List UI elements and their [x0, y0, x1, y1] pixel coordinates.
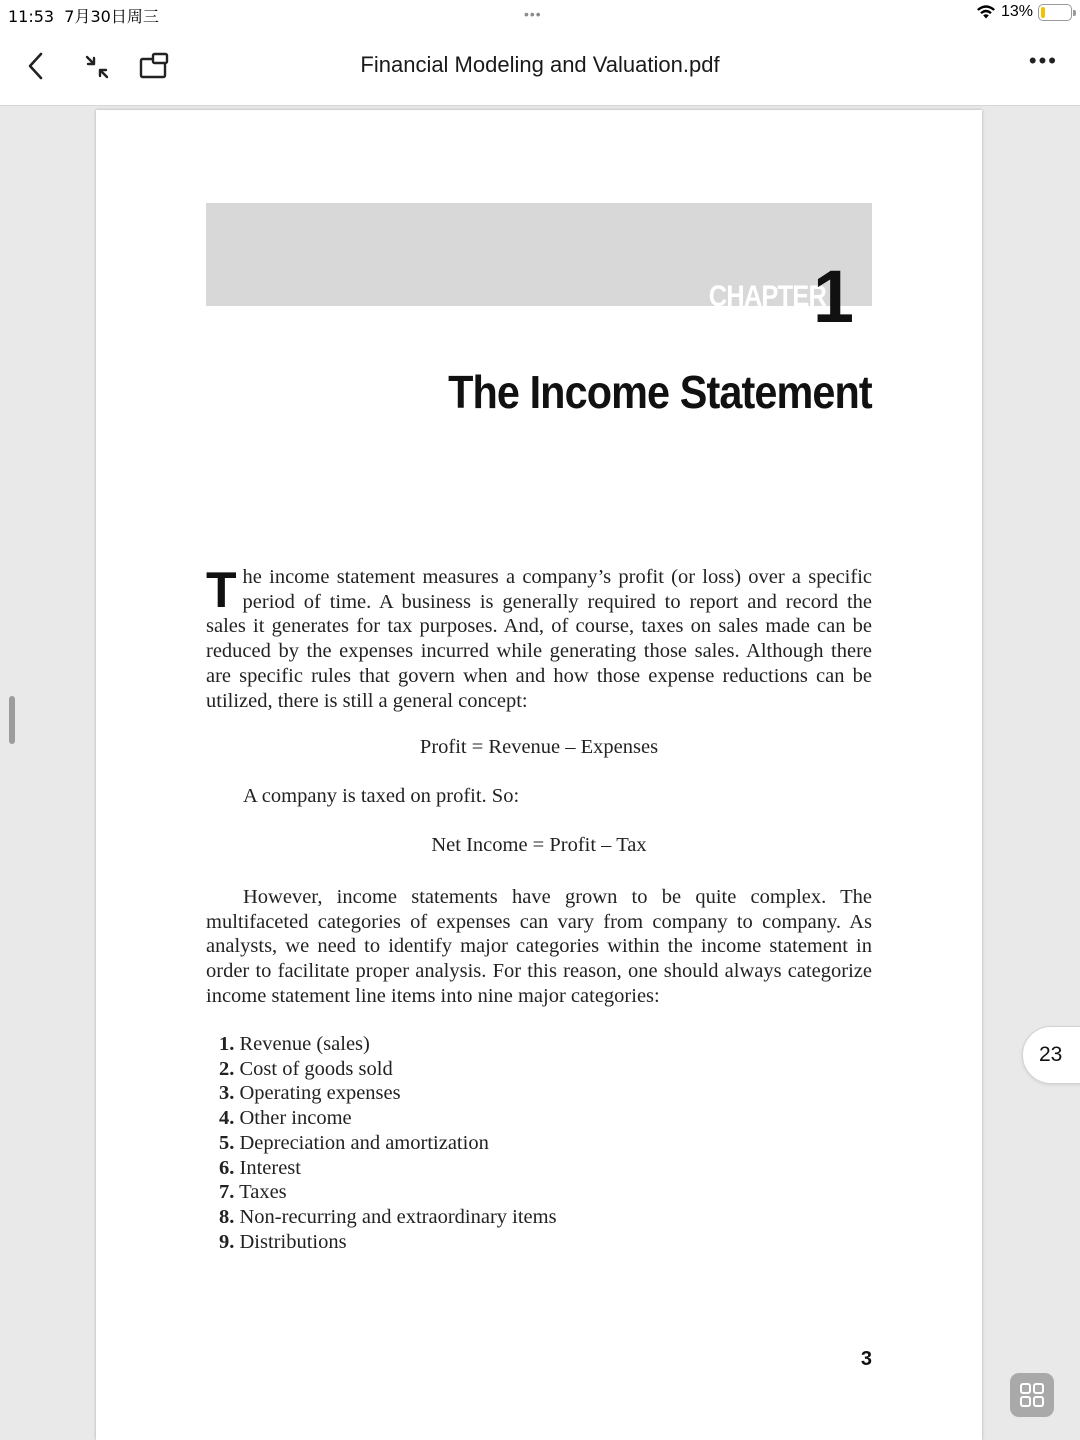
drop-cap: T	[206, 562, 237, 618]
thumbnail-grid-button[interactable]	[1010, 1373, 1054, 1417]
category-item	[219, 1057, 557, 1082]
category-text: Other income	[239, 1107, 352, 1130]
category-number: 3.	[219, 1082, 235, 1105]
document-title: Financial Modeling and Valuation.pdf	[360, 52, 720, 77]
category-text: Non-recurring and extraordinary items	[239, 1205, 557, 1228]
category-item	[219, 1205, 557, 1230]
category-item	[219, 1230, 557, 1255]
more-options-button[interactable]: •••	[1028, 48, 1058, 73]
category-text: Operating expenses	[239, 1082, 401, 1105]
category-item	[219, 1081, 557, 1106]
category-text: Distributions	[239, 1230, 347, 1253]
category-text: Taxes	[239, 1181, 287, 1204]
category-text: Interest	[239, 1156, 301, 1179]
category-item	[219, 1156, 557, 1181]
battery-level	[1041, 7, 1045, 18]
category-number: 5.	[219, 1131, 235, 1154]
pdf-page	[96, 110, 982, 1440]
status-date: 7月30日周三	[64, 7, 159, 26]
category-number: 9.	[219, 1230, 235, 1253]
category-number: 2.	[219, 1057, 235, 1080]
category-number: 1.	[219, 1033, 235, 1055]
categories-list	[219, 1032, 557, 1254]
category-item	[219, 1106, 557, 1131]
chapter-number: 1	[812, 255, 854, 338]
sidebar-handle[interactable]	[9, 696, 15, 744]
category-item	[219, 1180, 557, 1205]
category-number: 7.	[219, 1181, 235, 1204]
category-text: Cost of goods sold	[239, 1057, 393, 1080]
wifi-icon	[976, 4, 996, 20]
category-text: Depreciation and amortization	[239, 1131, 489, 1154]
battery-icon	[1038, 4, 1072, 21]
category-item	[219, 1131, 557, 1156]
categories-paragraph: However, income statements have grown to be quite complex. The multifaceted categories of expenses can vary from company to company. As analysts, we need to identify major categories within the income statement in order to facilitate proper analysis. For this reason, one should always categorize income statement line items into nine major categories:	[206, 886, 872, 1007]
intro-paragraph-text: he income statement measures a company’s profit (or loss) over a specific period of time. A business is generally required to report and record the sales it generates for tax purposes. And, of course, taxes on sales made can be reduced by the expenses incurred while generating those sales. Although there are specific rules that govern when and how those expense reductions can be utilized, there is still a general concept:	[206, 566, 872, 712]
category-number: 6.	[219, 1156, 235, 1179]
page-number: 3	[860, 1348, 872, 1370]
category-text: Revenue (sales)	[239, 1033, 370, 1055]
net-income-formula: Net Income = Profit – Tax	[431, 834, 647, 856]
taxed-line: A company is taxed on profit. So:	[243, 785, 520, 807]
chapter-label: CHAPTER	[708, 280, 826, 313]
category-item	[219, 1032, 557, 1057]
grid-icon	[1019, 1382, 1045, 1408]
battery-percent: 13%	[1000, 3, 1033, 20]
status-indicators	[976, 3, 1072, 21]
page-indicator[interactable]: 23	[1022, 1026, 1080, 1084]
intro-paragraph	[206, 562, 872, 713]
chapter-title: The Income Statement	[448, 366, 872, 418]
category-number: 4.	[219, 1107, 235, 1130]
category-number: 8.	[219, 1205, 235, 1228]
multitasking-dots-icon[interactable]: •••	[524, 6, 542, 22]
status-bar	[0, 0, 1080, 28]
nav-bar	[0, 28, 1080, 106]
profit-formula: Profit = Revenue – Expenses	[419, 736, 659, 758]
status-time: 11:53 7月30日周三	[8, 7, 159, 26]
